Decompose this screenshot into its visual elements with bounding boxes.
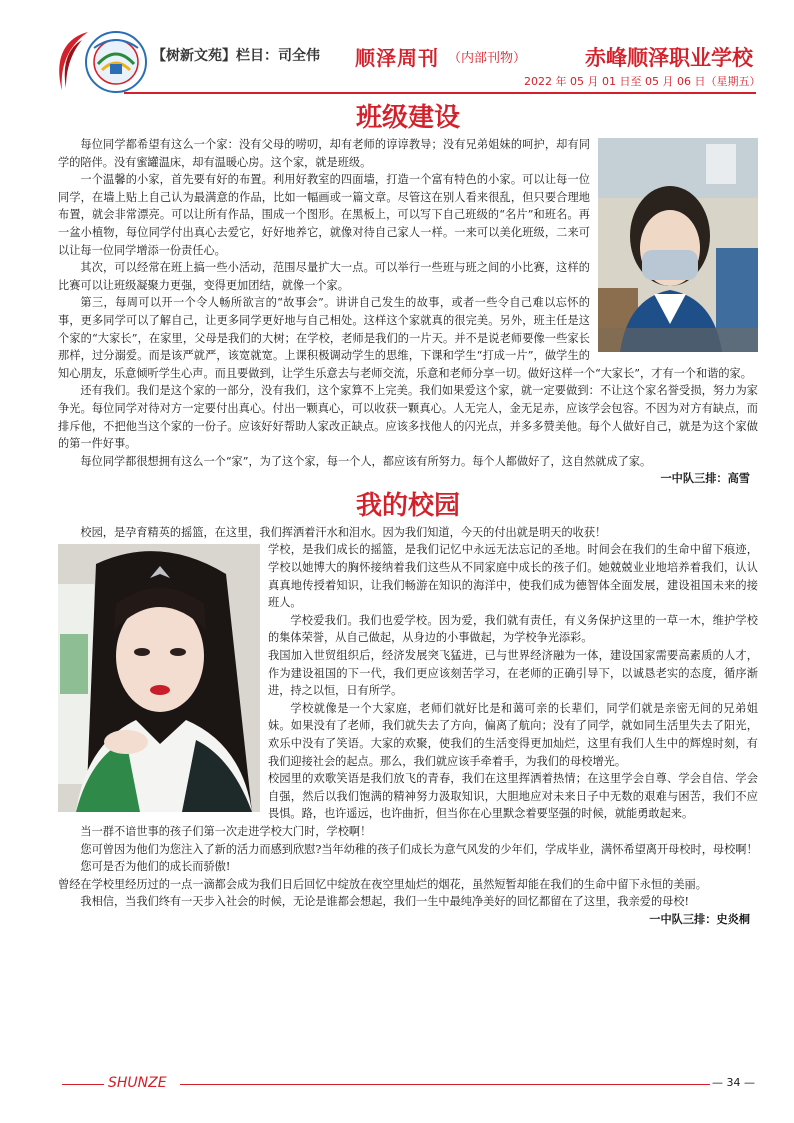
article2-author: 一中队三排：史炎桐 xyxy=(649,912,750,926)
page-header xyxy=(0,0,794,100)
issue-date: 2022 年 05 月 01 日至 05 月 06 日（星期五） xyxy=(524,75,761,88)
article2-paragraph: 学校就像是一个大家庭，老师们就好比是和蔼可亲的长辈们，同学们就是亲密无间的兄弟姐妹。如果没有了老师，我们就失去了方向，偏离了航向；没有了同学，就如同生活里失去了阳光，欢乐中没有了笑语。大家的欢聚，使我们的生活变得更加灿烂，这里有我们人生中的辉煌时刻，有我们迎接社会的起点。那么，我们就应该手牵着手，为我们的母校增光。 xyxy=(268,701,758,768)
column-label: 【树新文苑】栏目：司全伟 xyxy=(152,48,320,64)
article1-paragraph: 一个温馨的小家，首先要有好的布置。利用好教室的四面墙，打造一个富有特色的小家。可以让每一位同学，在墙上贴上自己认为最满意的作品，比如一幅画或一篇文章。尽管这在别人看来很乱，但只要合理地布置，就会非常漂亮。可以让所有作品，围成一个图形。在黑板上，可以写下自己班级的“名片”和班名。再一盆小植物，每位同学付出真心去爱它，好好地养它，就像对待自己家人一样。一来可以美化班级，二来可以让每一位同学增添一份责任心。 xyxy=(58,173,590,257)
article2-paragraph: 当一群不谙世事的孩子们第一次走进学校大门时，学校啊！ xyxy=(80,824,372,838)
header-divider xyxy=(124,92,756,94)
article2-paragraph: 我相信，当我们终有一天步入社会的时候，无论是谁都会想起，我们一生中最纯净美好的回忆都留在了这里，我亲爱的母校! xyxy=(80,895,690,909)
article1-paragraph: 每位同学都很想拥有这么一个“家”，为了这个家，每一个人，都应该有所努力。每个人都做好了，这自然就成了家。 xyxy=(80,454,652,468)
publication-name: 顺泽周刊 xyxy=(355,46,439,70)
page-number: — 34 — xyxy=(712,1076,755,1089)
article2-paragraph: 我国加入世贸组织后，经济发展突飞猛进，已与世界经济融为一体，建设国家需要高素质的人才，作为建设祖国的下一代，我们更应该刻苦学习，在老师的正确引导下，以诚恳老实的态度，循序渐进，持之以恒，日有所学。 xyxy=(268,649,758,698)
article2-paragraph: 校园里的欢歌笑语是我们放飞的青春，我们在这里挥洒着热情；在这里学会自尊、学会自信、学会自强，然后以我们饱满的精神努力汲取知识，大胆地应对未来日子中无数的艰难与困苦，我们不应畏惧。路，也许遥远，也许曲折，但当你在心里默念着要坚强的时候，就能勇敢起来。 xyxy=(268,772,758,821)
article2-paragraph: 您可曾因为他们为您注入了新的活力而感到欣慰?当年幼稚的孩子们成长为意气风发的少年们，学成毕业，满怀希望离开母校时，母校啊！ xyxy=(80,842,758,856)
article-title-class-building: 班级建设 xyxy=(355,103,460,133)
page-content xyxy=(58,100,758,1060)
publication-note: （内部刊物） xyxy=(448,51,527,66)
article1-author: 一中队三排：高雪 xyxy=(660,472,750,486)
school-logo xyxy=(84,30,148,94)
student-classroom-photo xyxy=(598,138,758,352)
article2-paragraph: 学校爱我们。我们也爱学校。因为爱，我们就有责任，有义务保护这里的一草一木，维护学校的集体荣誉，从自己做起，从身边的小事做起，为学校争光添彩。 xyxy=(268,613,758,645)
footer-divider-right xyxy=(180,1084,710,1085)
school-name: 赤峰顺泽职业学校 xyxy=(585,46,753,70)
article2-paragraph: 您可是否为他们的成长而骄傲! xyxy=(80,860,231,874)
article2-paragraph: 学校，是我们成长的摇篮，是我们记忆中永远无法忘记的圣地。时间会在我们的生命中留下痕迹，学校以她博大的胸怀接纳着我们这些从不同家庭中成长的孩子们。她兢兢业业地培养着我们，认认真真地传授着知识，让我们畅游在知识的海洋中，使我们成为德智体全面发展，建设祖国未来的接班人。 xyxy=(268,543,758,610)
article-title-my-campus: 我的校园 xyxy=(355,490,460,521)
article2-paragraph: 校园，是孕育精英的摇篮，在这里，我们挥洒着汗水和泪水。因为我们知道，今天的付出就是明天的收获！ xyxy=(80,525,607,539)
article1-paragraph: 每位同学都希望有这么一个家：没有父母的唠叨，却有老师的谆谆教导；没有兄弟姐妹的呵护，却有同学的陪伴。没有蜜罐温床，却有温暖心房。这个家，就是班级。 xyxy=(58,138,590,169)
student-portrait-photo xyxy=(58,544,260,812)
article1-paragraph: 其次，可以经常在班上搞一些小活动，范围尽量扩大一点。可以举行一些班与班之间的小比赛，这样的比赛可以让班级凝聚力更强，变得更加团结，就像一个家。 xyxy=(58,261,590,292)
footer-brand: SHUNZE xyxy=(108,1075,167,1091)
footer-divider-left xyxy=(62,1084,104,1085)
article1-paragraph: 还有我们。我们是这个家的一部分，没有我们，这个家算不上完美。我们如果爱这个家，就一定要做到：不让这个家名誉受损，努力为家争光。每位同学对待对方一定要付出真心。付出一颗真心，可以收获一颗真心。人无完人，金无足赤，应该学会包容。不因为对方有缺点，而排斥他，不把他当这个家的一份子。应该好好帮助人家改正缺点。应该多找他人的闪光点，并多多赞美他。每个人做好自己，就是为这个家做的第一件好事。 xyxy=(58,384,758,451)
article2-paragraph: 曾经在学校里经历过的一点一滴都会成为我们日后回忆中绽放在夜空里灿烂的烟花，虽然短暂却能在我们的生命中留下永恒的美丽。 xyxy=(58,877,707,891)
page-footer xyxy=(0,1070,794,1100)
article1-paragraph: 第三，每周可以开一个令人畅所欲言的“故事会”。讲讲自己发生的故事，或者一些令自己难以忘怀的事，更多同学可以了解自己，让更多同学更好地与自己相处。这样这个家就真的很完美。另外，班主任是这个家的“大家长”，在家里，父母是我们的大树；在学校，老师是我们的一片天。并不是说老师要像一些家长那样，过分溺爱。而是该严就严，该宽就宽。上课积极调动学生的思维，下课和学生“打成一片”，做学生的知心朋友，乐意倾听学生心声。而且要做到，让学生乐意去与老师交流，乐意和老师分享一切。做好这样一个“大家长”，才有一个和谐的家。 xyxy=(58,296,752,380)
